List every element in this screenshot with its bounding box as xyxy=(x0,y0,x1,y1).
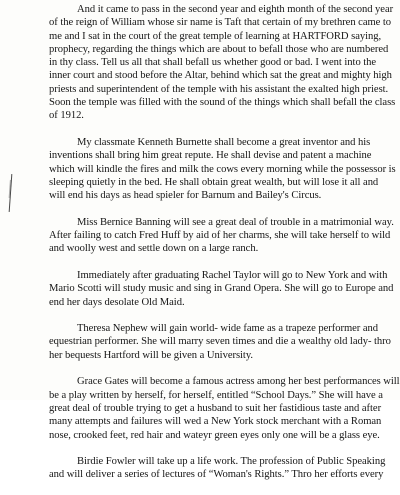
text-line: which will kindle the fires and milk the cows every morning while the possessor is xyxy=(49,163,396,175)
text-line: great deal of trouble trying to get a husband to suit her fastidious taste and after xyxy=(49,402,382,414)
text-line: priests and superintendent of the temple with his assistant the exalted high priest. xyxy=(49,83,389,95)
text-line: end her days desolate Old Maid. xyxy=(49,296,185,308)
text-line: in thy class. Tell us all that shall befall us whether good or bad. I went into the xyxy=(49,57,377,69)
text-line: Grace Gates will become a famous actress among her best performances will xyxy=(77,376,400,388)
text-line: Immediately after graduating Rachel Taylor will go to New York and with xyxy=(77,269,388,281)
text-line: will end his days as head spieler for Barnum and Bailey's Circus. xyxy=(49,190,322,202)
paragraph-bernice-banning xyxy=(49,216,399,256)
text-line: be a play written by herself, for herself, entitled “School Days.” She will have a xyxy=(49,389,383,401)
text-line: Theresa Nephew will gain world- wide fame as a trapeze performer and xyxy=(77,323,379,335)
text-line: Miss Bernice Banning will see a great deal of trouble in a matrimonial way. xyxy=(77,216,394,228)
text-line: After failing to catch Fred Huff by aid of her charms, she will take herself to wild xyxy=(49,230,391,242)
text-line: many attempts and failures will wed a New York stock merchant with a Roman xyxy=(49,416,382,428)
text-line: sleeping quietly in the bed. He shall obtain great wealth, but will lose it all and xyxy=(49,176,379,188)
paragraph-grace-gates xyxy=(49,375,399,441)
text-line: And it came to pass in the second year and eighth month of the second year xyxy=(77,4,394,15)
text-line: of 1912. xyxy=(49,110,84,122)
text-line: and woolly west and settle down on a large ranch. xyxy=(49,243,259,255)
text-line: me and I sat in the court of the great temple of learning at HARTFORD saying, xyxy=(49,30,382,42)
text-line: Birdie Fowler will take up a life work. The profession of Public Speaking xyxy=(77,456,386,468)
paragraph-theresa-nephew xyxy=(49,322,399,362)
text-line: My classmate Kenneth Burnette shall become a great inventor and his xyxy=(77,136,371,148)
paragraph-birdie-fowler xyxy=(49,455,399,482)
text-line: inventions shall bring him great repute. He shall devise and patent a machine xyxy=(49,150,372,162)
text-line: Soon the temple was filled with the sound of the things which shall befall the class xyxy=(49,97,396,109)
text-line: inner court and stood before the Altar, behind which sat the great and mighty high xyxy=(49,70,392,82)
text-line: equestrian performer. She will marry seven times and die a wealthy old lady- thro xyxy=(49,336,391,348)
paragraph-prophecy-intro xyxy=(49,3,399,123)
text-line: of the reign of William whose sir name is Taft that certain of my brethren came to xyxy=(49,17,392,29)
paragraph-rachel-taylor xyxy=(49,269,399,309)
text-line: prophecy, regarding the things which are about to befall those who are numbered xyxy=(49,43,389,55)
text-line: and will deliver a series of lectures of “Woman's Rights.” Thro her efforts every xyxy=(49,469,384,481)
text-line: her bequests Hartford will be given a University. xyxy=(49,349,253,361)
text-line: Mario Scotti will study music and sing in Grand Opera. She will go to Europe and xyxy=(49,283,394,295)
document-body xyxy=(49,3,399,495)
margin-pencil-mark xyxy=(9,174,13,212)
text-line: nose, crooked feet, red hair and wateyr green eyes only one will be a glass eye. xyxy=(49,429,380,441)
paragraph-kenneth-burnette xyxy=(49,136,399,202)
